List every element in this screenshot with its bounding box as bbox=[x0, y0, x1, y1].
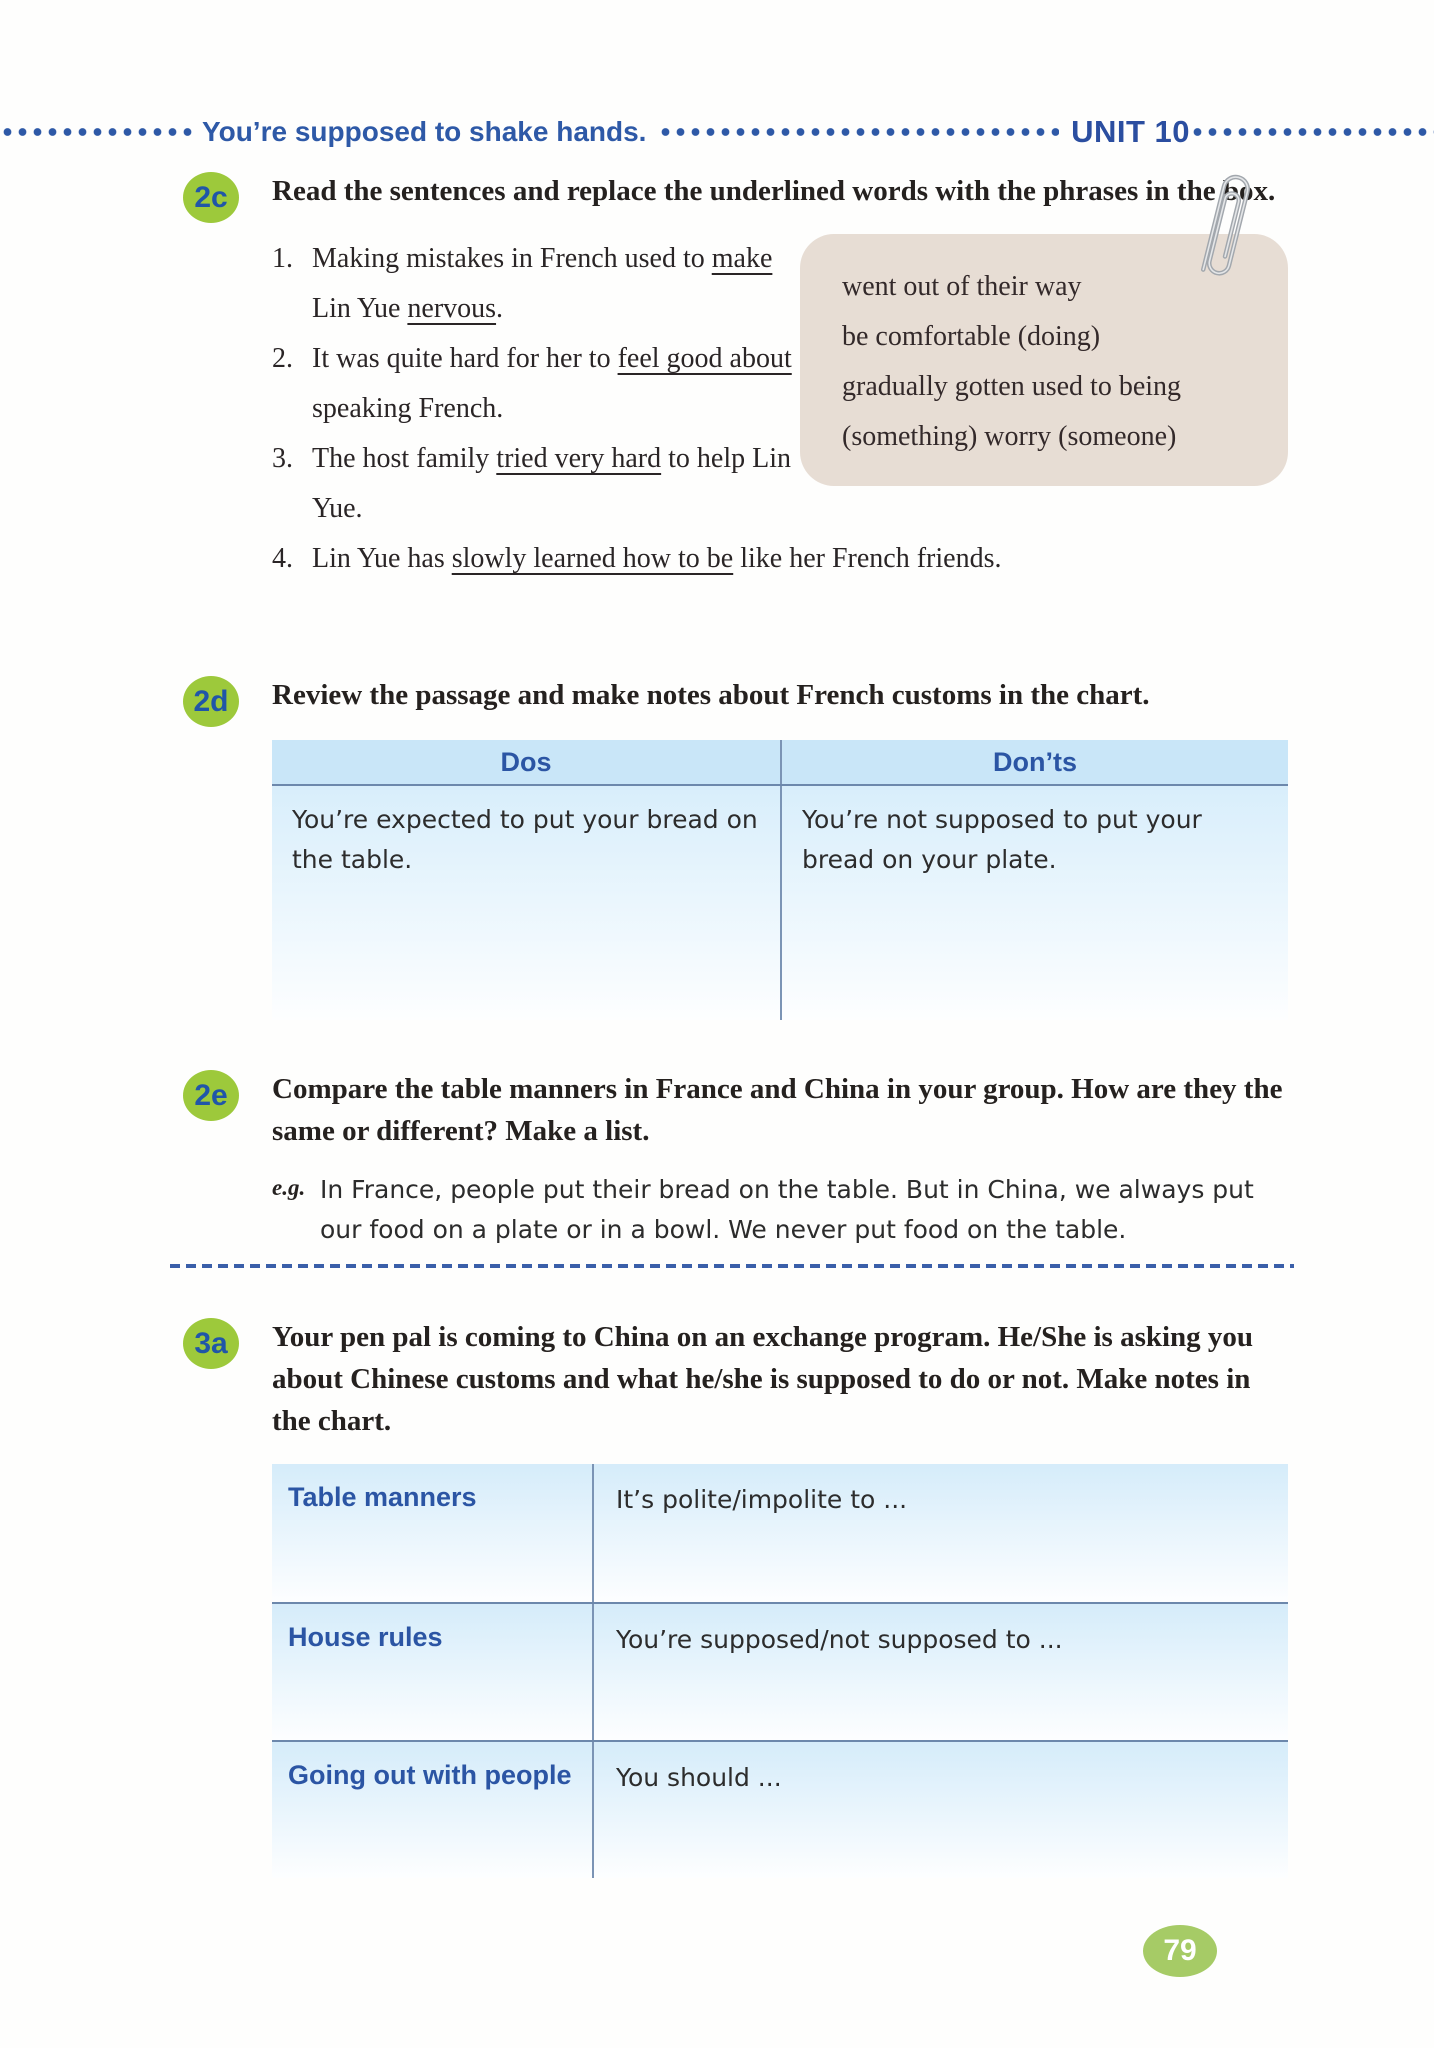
row-label-table-manners: Table manners bbox=[288, 1482, 477, 1512]
example-text: In France, people put their bread on the table. But in China, we always put our food on a plate or in a bowl. We never put food on the table. bbox=[320, 1175, 1254, 1244]
table-row bbox=[272, 1464, 1288, 1602]
table-cell-donts: You’re not supposed to put your bread on your plate. bbox=[780, 786, 1288, 1020]
dotted-rule-right bbox=[1190, 127, 1434, 137]
lesson-title: You’re supposed to shake hands. bbox=[202, 116, 647, 147]
customs-notes-table bbox=[272, 1464, 1288, 1878]
phrase-line: went out of their way bbox=[842, 271, 1082, 302]
section-3a bbox=[183, 1316, 1293, 1878]
list-item bbox=[272, 434, 800, 534]
table-row bbox=[272, 1740, 1288, 1878]
phrase-line: (something) worry (someone) bbox=[842, 421, 1177, 452]
dotted-rule-middle bbox=[658, 127, 1059, 137]
column-header-dos: Dos bbox=[500, 746, 552, 777]
section-3a-badge: 3a bbox=[183, 1318, 239, 1369]
exercise-2c-list bbox=[272, 234, 1288, 584]
row-label-going-out: Going out with people bbox=[288, 1760, 572, 1790]
list-item-text: Making mistakes in French used to make Lin Yue nervous. bbox=[312, 243, 773, 324]
dashed-divider bbox=[170, 1264, 1294, 1268]
section-2c bbox=[183, 170, 1293, 584]
row-label-house-rules: House rules bbox=[288, 1622, 443, 1652]
list-item bbox=[272, 234, 800, 334]
table-cell-dos: You’re expected to put your bread on the table. bbox=[292, 805, 758, 874]
row-value: You’re supposed/not supposed to ... bbox=[592, 1604, 1288, 1740]
page-header bbox=[0, 112, 1434, 152]
table-body-row bbox=[272, 786, 1288, 1020]
example-label: e.g. bbox=[272, 1175, 306, 1200]
section-2c-badge: 2c bbox=[183, 172, 239, 223]
phrase-line: gradually gotten used to being bbox=[842, 371, 1182, 402]
column-header-donts: Don’ts bbox=[780, 740, 1288, 784]
paperclip-icon bbox=[1196, 162, 1256, 302]
table-row bbox=[272, 1602, 1288, 1740]
section-3a-heading: Your pen pal is coming to China on an exchange program. He/She is asking you about Chinese customs and what he/she is supposed to do or not. Make notes in the chart. bbox=[272, 1321, 1254, 1437]
section-2e-badge: 2e bbox=[183, 1070, 239, 1121]
list-item-number: 4. bbox=[272, 543, 293, 574]
page-number-badge: 79 bbox=[1143, 1925, 1217, 1977]
example-block bbox=[272, 1170, 1288, 1250]
table-header-row bbox=[272, 740, 1288, 786]
list-item-text: The host family tried very hard to help Lin Yue. bbox=[312, 443, 791, 524]
list-item-number: 2. bbox=[272, 343, 293, 374]
dotted-rule-left bbox=[0, 127, 192, 137]
list-item-number: 3. bbox=[272, 443, 293, 474]
phrase-line: be comfortable (doing) bbox=[842, 321, 1101, 352]
section-2d-heading: Review the passage and make notes about French customs in the chart. bbox=[272, 679, 1150, 711]
list-item-number: 1. bbox=[272, 243, 293, 274]
list-item-text: Lin Yue has slowly learned how to be like her French friends. bbox=[312, 543, 1002, 574]
row-value: It’s polite/impolite to ... bbox=[592, 1464, 1288, 1602]
list-item bbox=[272, 534, 1288, 584]
section-2c-heading: Read the sentences and replace the underlined words with the phrases in the box. bbox=[272, 175, 1276, 207]
list-item-text: It was quite hard for her to feel good about speaking French. bbox=[312, 343, 792, 424]
phrase-box bbox=[800, 234, 1288, 486]
section-2e-heading: Compare the table manners in France and China in your group. How are they the same or different? Make a list. bbox=[272, 1073, 1283, 1147]
row-value: You should ... bbox=[592, 1742, 1288, 1878]
section-2d bbox=[183, 674, 1293, 1020]
section-2d-badge: 2d bbox=[183, 676, 239, 727]
dos-donts-table bbox=[272, 740, 1288, 1020]
section-2e bbox=[183, 1068, 1293, 1250]
list-item bbox=[272, 334, 800, 434]
unit-label: UNIT 10 bbox=[1071, 114, 1190, 149]
